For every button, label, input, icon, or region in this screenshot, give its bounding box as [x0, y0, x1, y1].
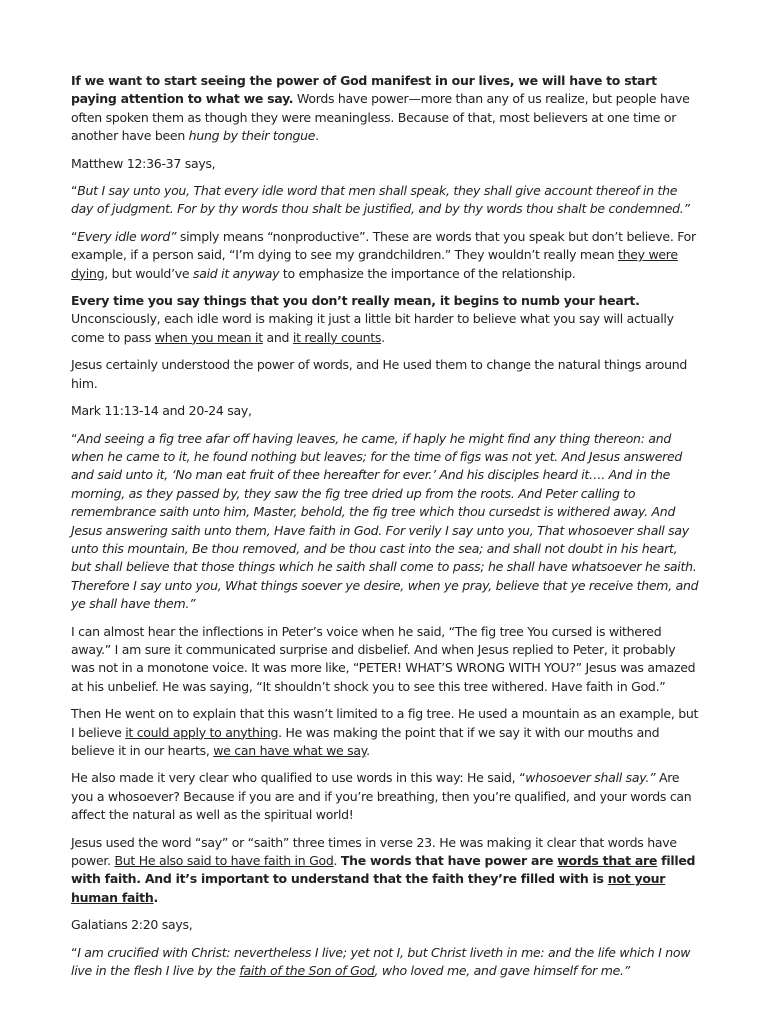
numb-heart-text: Unconsciously, each idle word is making it just a little bit harder to believe what you say will actually come to pass [71, 311, 674, 345]
galatians-quote-underline [239, 963, 374, 978]
faith-words-text: Jesus used the word “say” or “saith” three times in verse 23. He was making it clear that words have power. [71, 834, 677, 869]
mountain-underline-2: we can have what we say [213, 743, 367, 758]
intro-bold-statement: If we want to start seeing the power of God manifest in our lives, we will have to start paying attention to what we say. [71, 73, 657, 107]
faith-words-underline: But He also said to have faith in God [114, 853, 334, 869]
mountain-text-3: . [366, 743, 370, 758]
peter-voice-text: I can almost hear the inflections in Peter’s voice when he said, “The fig tree You cursed is withered away.” I am sure it communicated surprise and disbelief. And when Jesus replied to Peter, it probably was not in a monotone voice. It was more like, “PETER! WHAT’S WRONG WITH YOU?” Jesus was amazed at his unbelief. He was saying, “It shouldn’t shock you to see this tree withered. Have faith in God.” [71, 623, 696, 694]
idle-word-italic: Every idle word” [77, 228, 177, 244]
mountain-paragraph [71, 705, 700, 760]
matthew-quote-text: But I say unto you, That every idle word that men shall speak, they shall give account thereof in the day of judgment. For by thy words thou shalt be justified, and by thy words thou shalt be condemned.” [71, 183, 690, 217]
numb-heart-text-3: . [381, 329, 385, 345]
intro-italic-phrase: hung by their tongue [188, 128, 316, 144]
jesus-words-text: Jesus certainly understood the power of words, and He used them to change the natural things around him. [71, 357, 688, 391]
matthew-reference-text: Matthew 12:36-37 says, [71, 155, 216, 171]
galatians-quote [71, 944, 700, 981]
matthew-reference [71, 155, 700, 173]
whosoever-italic: whosoever shall say.” [525, 770, 656, 786]
matthew-quote [71, 182, 700, 219]
jesus-words-paragraph [71, 356, 700, 393]
whosoever-text: He also made it very clear who qualified to use words in this way: He said, “ [71, 770, 526, 786]
mark-quote-open: “ [71, 430, 78, 446]
numb-heart-paragraph [71, 292, 700, 347]
idle-word-paragraph [71, 228, 700, 283]
mark-quote-text: And seeing a fig tree afar off having leaves, he came, if haply he might find any thing thereon: and when he came to it, he found nothing but leaves; for the time of figs was not yet. And Jesus answered and said unto it, ‘No man eat fruit of thee hereafter for ever.’ And his disciples heard it…. And in the morning, as they passed by, they saw the fig tree dried up from the roots. And Peter calling to remembrance saith unto him, Master, behold, the fig tree which thou cursedst is withered away. And Jesus answering saith unto them, Have faith in God. For verily I say unto you, That whosoever shall say unto this mountain, Be thou removed, and be thou cast into the sea; and shall not doubt in his heart, but shall believe that those things which he saith shall come to pass; he shall have whatsoever he saith. Therefore I say unto you, What things soever ye desire, when ye pray, believe that ye receive them, and ye shall have them.” [71, 430, 699, 612]
galatians-reference-text: Galatians 2:20 says, [71, 917, 193, 933]
idle-word-text-3: to emphasize the importance of the relationship. [279, 265, 576, 281]
galatians-reference [71, 916, 700, 934]
idle-word-text-2: , but would’ve [104, 265, 193, 281]
galatians-quote-underline-text: faith of the Son of God [239, 963, 375, 979]
numb-heart-text-2: and [262, 329, 293, 345]
peter-voice-paragraph [71, 623, 700, 697]
faith-words-paragraph [71, 834, 700, 908]
idle-word-text: simply means “nonproductive”. These are words that you speak but don’t believe. For example, if a person said, “I’m dying to see my grandchildren.” They wouldn’t really mean [71, 228, 696, 263]
whosoever-paragraph [71, 769, 700, 824]
mountain-text-2: . He was making the point that if we say it with our mouths and believe it in our hearts, [71, 724, 660, 758]
galatians-quote-open: “ [71, 944, 78, 960]
idle-word-underline: they were dying [71, 247, 678, 281]
galatians-quote-text: I am crucified with Christ: nevertheless I live; yet not I, but Christ liveth in me: and the life which I now live in the flesh I live by the [71, 944, 691, 979]
faith-words-bold-underline-2-text: not your human faith [71, 871, 666, 905]
idle-word-italic-2: said it anyway [192, 265, 280, 281]
idle-word-open: “ [71, 228, 78, 244]
mark-reference [71, 402, 700, 420]
faith-words-bold-underline-1 [557, 853, 657, 868]
faith-words-bold-underline-1-text: words that are [557, 853, 658, 869]
matthew-quote-open: “ [71, 183, 78, 199]
numb-heart-underline-1: when you mean it [154, 329, 263, 345]
mark-quote [71, 430, 700, 614]
faith-words-bold-3: . [153, 889, 158, 905]
mountain-underline-1: it could apply to anything [125, 724, 279, 740]
whosoever-text-2: Are you a whosoever? Because if you are and if you’re breathing, then you’re qualified, and your words can affect the natural as well as the spiritual world! [71, 770, 692, 823]
numb-heart-underline-2: it really counts [292, 329, 382, 345]
mark-reference-text: Mark 11:13-14 and 20-24 say, [71, 403, 252, 419]
mountain-text: Then He went on to explain that this wasn’t limited to a fig tree. He used a mountain as an example, but I believe [71, 706, 699, 740]
intro-text: Words have power—more than any of us realize, but people have often spoken them as though they were meaningless. Because of that, most believers at one time or another have been [71, 91, 690, 144]
faith-words-text-2: . [333, 853, 341, 869]
numb-heart-bold: Every time you say things that you don’t really mean, it begins to numb your heart. [71, 293, 640, 309]
intro-text-end: . [315, 128, 319, 144]
faith-words-bold-1: The words that have power are [340, 853, 558, 869]
galatians-quote-text-end: , who loved me, and gave himself for me.” [374, 963, 630, 979]
faith-words-bold-2: filled with faith. And it’s important to understand that the faith they’re filled with is [71, 853, 696, 887]
intro-paragraph [71, 72, 700, 146]
